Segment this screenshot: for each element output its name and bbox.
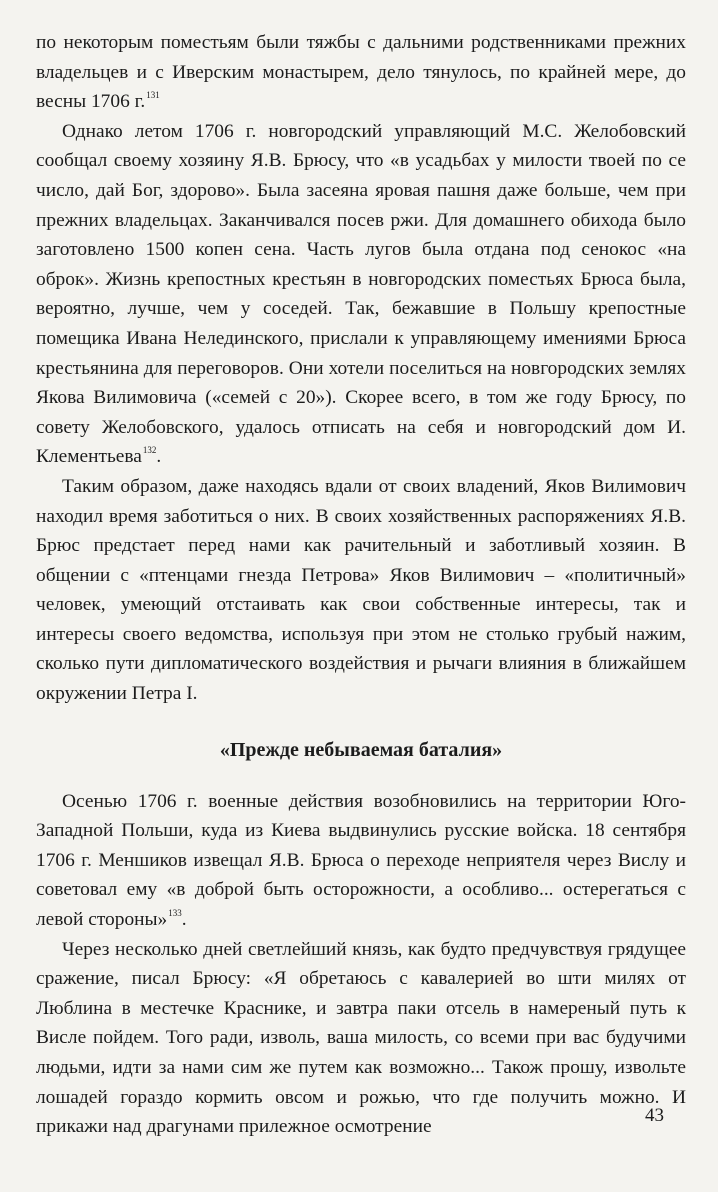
paragraph-zhelobovsky [36, 117, 686, 472]
section-heading: «Прежде небываемая баталия» [219, 738, 503, 761]
paragraph-tail: . [156, 446, 162, 468]
page-number: 43 [645, 1105, 664, 1126]
paragraph-conclusion [36, 472, 686, 709]
footnote-ref-131: 131 [146, 90, 160, 101]
paragraph-text: по некоторым поместьям были тяжбы с дальними родственниками прежних владельцев и с Иверским монастырем, дело тянулось, по крайней мере, до весны 1706 г. [36, 32, 686, 113]
paragraph-menshikov-letter [36, 935, 686, 1142]
book-page [36, 28, 686, 1142]
footnote-ref-132: 132 [142, 445, 157, 456]
paragraph-autumn-1706 [36, 787, 686, 935]
paragraph-text: Осенью 1706 г. военные действия возобновились на территории Юго-Западной Польши, куда из Киева выдвинулись русские войска. 18 сентября 1706 г. Меншиков извещал Я.В. Брюса о переходе неприятеля через Вислу и советовал ему «в доброй быть осторожности, а особливо... остерегаться с левой стороны» [36, 790, 686, 931]
footnote-ref-133: 133 [168, 908, 182, 919]
paragraph-text: Однако летом 1706 г. новгородский управляющий М.С. Желобовский сообщал своему хозяину Я.В. Брюсу, что «в усадьбах у милости твоей по се число, дай Бог, здорово». Была засеяна яровая пашня даже больше, чем при прежних владельцах. Заканчивался посев ржи. Для домашнего обихода было заготовлено 1500 копен сена. Часть лугов была отдана под сенокос «на оброк». Жизнь крепостных крестьян в новгородских поместьях Брюса была, вероятно, лучше, чем у соседей. Так, бежавшие в Польшу крепостные помещика Ивана Нелединского, прислали к управляющему имениями Брюса крестьянина для переговоров. Они хотели поселиться на новгородских землях Якова Вилимовича («семей с 20»). Скорее всего, в том же году Брюсу, по совету Желобовского, удалось отписать на себя и новгородский дом И. Клементьева [36, 120, 686, 468]
paragraph-text: Через несколько дней светлейший князь, как будто предчувствуя грядущее сражение, писал Брюсу: «Я обретаюсь с кавалерией во шти милях от Люблина в местечке Краснике, и завтра паки отсель в намереный путь к Висле пойдем. Того ради, изволь, ваша милость, со всеми при вас будучими людьми, идти за нами сим же путем как возможно... Також прошу, извольте лошадей гораздо кормить овсом и рожью, что где получить можно. И прикажи над драгунами прилежное осмотрение [36, 938, 686, 1138]
paragraph-tail: . [181, 909, 187, 931]
paragraph-continued [36, 28, 686, 117]
paragraph-text: Таким образом, даже находясь вдали от своих владений, Яков Вилимович находил время заботиться о них. В своих хозяйственных распоряжениях Я.В. Брюс предстает перед нами как рачительный и заботливый хозяин. В общении с «птенцами гнезда Петрова» Яков Вилимович – «политичный» человек, умеющий отстаивать как свои собственные интересы, так и интересы своего ведомства, используя при этом не столько грубый нажим, сколько пути дипломатического воздействия и рычаги влияния в ближайшем окружении Петра I. [36, 475, 686, 705]
